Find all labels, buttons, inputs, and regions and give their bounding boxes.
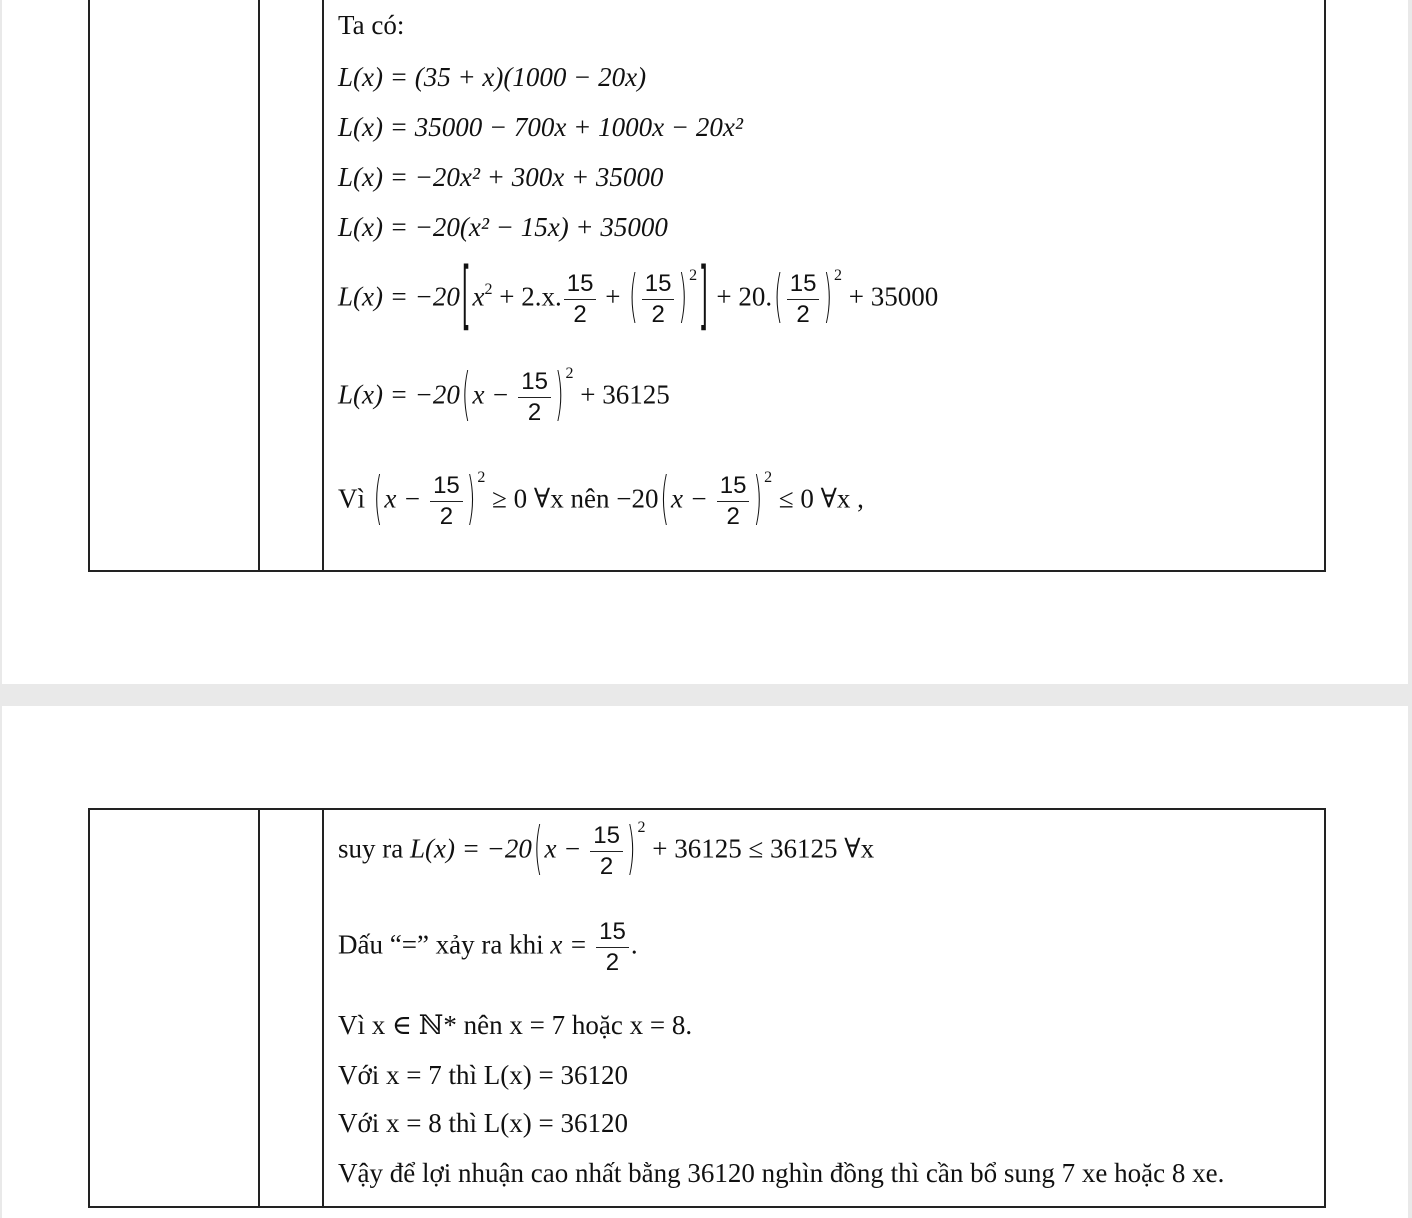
text: Vì bbox=[338, 483, 365, 514]
column-divider bbox=[322, 0, 324, 570]
solution-cell bbox=[338, 0, 1324, 570]
equation-line: L(x) = −20(x − $\frac{15}{2}$ ) $^2$ + 36125 bbox=[338, 363, 670, 429]
equation-text: + 2.x. bbox=[492, 281, 562, 312]
text: Dấu “=” xảy ra khi bbox=[338, 929, 544, 960]
exponent: 2 bbox=[764, 468, 773, 486]
equation-text: x − bbox=[472, 379, 517, 410]
text-line: Với x = 7 thì L(x) = 36120 bbox=[338, 1060, 628, 1090]
fraction: $\frac{15}{2}$ bbox=[642, 272, 675, 327]
solution-cell bbox=[338, 810, 1324, 1206]
equation-text: ≤ 0 ∀x , bbox=[772, 483, 864, 514]
equation-text: L(x) = −20 bbox=[409, 833, 532, 864]
equation-text: ≥ 0 ∀x bbox=[485, 483, 564, 514]
equation-text: + bbox=[598, 281, 628, 312]
equation-text: −20 bbox=[616, 483, 659, 514]
fraction: $\frac{15}{2}$ bbox=[787, 272, 820, 327]
equation-line: Vì (x − $\frac{15}{2}$ ) $^2$ ≥ 0 ∀x nên −20(x − $\frac{15}{2}$ ) $^2$ ≤ 0 ∀x , bbox=[338, 467, 864, 533]
equation-text: + 36125 ≤ 36125 ∀x bbox=[645, 833, 875, 864]
equation-line: L(x) = −20x² + 300x + 35000 bbox=[338, 162, 664, 192]
equation-line: L(x) = 35000 − 700x + 1000x − 20x² bbox=[338, 112, 743, 142]
text-line: Với x = 8 thì L(x) = 36120 bbox=[338, 1108, 628, 1138]
equation-text: x bbox=[472, 281, 485, 312]
column-divider bbox=[322, 810, 324, 1206]
equation-line bbox=[338, 920, 638, 975]
equation-text: x − bbox=[671, 483, 715, 514]
equation-text: L(x) = −20 bbox=[338, 379, 460, 410]
fraction: $\frac{15}{2}$ bbox=[518, 370, 551, 425]
equation-text: . bbox=[630, 929, 638, 960]
exponent: 2 bbox=[834, 266, 843, 284]
text: nên bbox=[563, 483, 617, 514]
text-line: Ta có: bbox=[338, 10, 405, 40]
fraction: $\frac{15}{2}$ bbox=[430, 474, 463, 529]
equation-line: $L(x) = -20[x^2 + 2.x$. $\frac{15}{2}$ + ( $\frac{15}{2}$ ) $^2$] + 20.( $\frac{15}{2}$ ) $^2$ + 35000 bbox=[338, 255, 939, 341]
exponent: 2 bbox=[565, 364, 574, 382]
equation-text: + 20. bbox=[709, 281, 773, 312]
text: suy ra bbox=[338, 833, 404, 864]
text-line: Vì x ∈ ℕ* nên x = 7 hoặc x = 8. bbox=[338, 1010, 693, 1040]
equation-text: L(x) = −20 bbox=[338, 281, 460, 312]
equation-text: x − bbox=[384, 483, 429, 514]
exponent: 2 bbox=[477, 468, 486, 486]
document-page-1 bbox=[2, 0, 1408, 684]
equation-text: + 36125 bbox=[573, 379, 670, 410]
exponent: 2 bbox=[484, 280, 493, 298]
equation-line: L(x) = (35 + x)(1000 − 20x) bbox=[338, 62, 647, 92]
solution-table-2 bbox=[88, 808, 1326, 1208]
fraction: $\frac{15}{2}$ bbox=[596, 920, 629, 975]
equation-line: suy ra L(x) = −20(x − $\frac{15}{2}$ ) $^2$ + 36125 ≤ 36125 ∀x bbox=[338, 817, 875, 883]
equation-text: x − bbox=[544, 833, 589, 864]
fraction: $\frac{15}{2}$ bbox=[590, 824, 623, 879]
equation-line: L(x) = −20(x² − 15x) + 35000 bbox=[338, 212, 668, 242]
conclusion-line: Vậy để lợi nhuận cao nhất bằng 36120 nghìn đồng thì cần bổ sung 7 xe hoặc 8 xe. bbox=[338, 1158, 1225, 1188]
fraction: $\frac{15}{2}$ bbox=[717, 474, 750, 529]
column-divider bbox=[258, 0, 260, 570]
document-page-2 bbox=[2, 706, 1408, 1218]
solution-table-1 bbox=[88, 0, 1326, 572]
fraction: $\frac{15}{2}$ bbox=[564, 272, 597, 327]
exponent: 2 bbox=[637, 818, 646, 836]
equation-text: + 35000 bbox=[842, 281, 939, 312]
equation-text: x = bbox=[550, 929, 595, 960]
column-divider bbox=[258, 810, 260, 1206]
exponent: 2 bbox=[689, 266, 698, 284]
